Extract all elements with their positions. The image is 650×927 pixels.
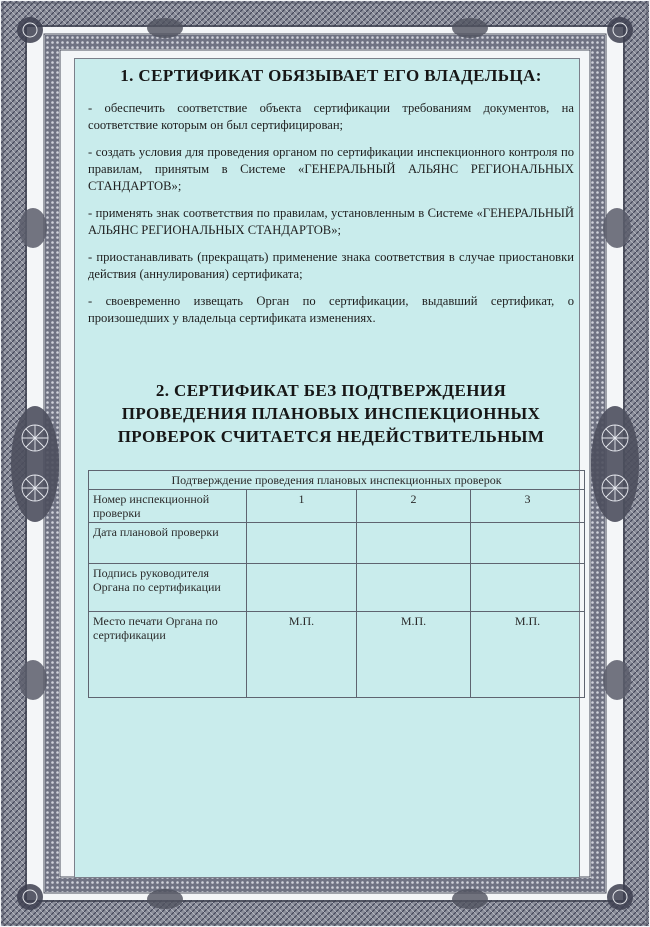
obligation-item: - создать условия для проведения органом по сертификации инспекционного контроля по правилам, принятым в Системе «ГЕНЕРАЛЬНЫЙ АЛЬЯНС РЕГИОНАЛЬНЫХ СТАНДАРТОВ»;: [88, 145, 574, 193]
content-area: [88, 66, 574, 448]
obligation-item: - приостанавливать (прекращать) применение знака соответствия в случае приостановки действия (аннулирования) сертификата;: [88, 250, 574, 281]
table-row: [89, 490, 585, 523]
table-cell: [357, 564, 471, 612]
section1-title: 1. СЕРТИФИКАТ ОБЯЗЫВАЕТ ЕГО ВЛАДЕЛЬЦА:: [120, 66, 542, 85]
table-cell: 3: [471, 490, 585, 523]
table-cell: 2: [357, 490, 471, 523]
table-row: [89, 523, 585, 564]
table-caption-row: [89, 471, 585, 490]
table-cell: [247, 523, 357, 564]
row-label: Дата плановой проверки: [89, 523, 247, 564]
table-cell: 1: [247, 490, 357, 523]
table-caption: Подтверждение проведения плановых инспекционных проверок: [89, 471, 585, 490]
section2-title-line: ПРОВЕРОК СЧИТАЕТСЯ НЕДЕЙСТВИТЕЛЬНЫМ: [117, 427, 545, 446]
table-cell: [471, 564, 585, 612]
table-row: [89, 612, 585, 698]
stamp-place: М.П.: [247, 612, 357, 698]
table-cell: [247, 564, 357, 612]
section2-title-line: 2. СЕРТИФИКАТ БЕЗ ПОДТВЕРЖДЕНИЯ: [155, 381, 507, 400]
stamp-place: М.П.: [471, 612, 585, 698]
inspection-table: [88, 470, 585, 698]
row-label: Подпись руководителя Органа по сертификации: [89, 564, 247, 612]
section2-title-line: ПРОВЕДЕНИЯ ПЛАНОВЫХ ИНСПЕКЦИОННЫХ: [121, 404, 541, 423]
obligation-item: - своевременно извещать Орган по сертификации, выдавший сертификат, о произошедших у владельца сертификата изменениях.: [88, 294, 574, 325]
table-row: [89, 564, 585, 612]
section2-title: [88, 379, 574, 448]
row-label: Номер инспекционной проверки: [89, 490, 247, 523]
table-cell: [357, 523, 471, 564]
stamp-place: М.П.: [357, 612, 471, 698]
obligation-item: - применять знак соответствия по правилам, установленным в Системе «ГЕНЕРАЛЬНЫЙ АЛЬЯНС РЕГИОНАЛЬНЫХ СТАНДАРТОВ»;: [88, 206, 574, 237]
row-label: Место печати Органа по сертификации: [89, 612, 247, 698]
table-cell: [471, 523, 585, 564]
obligations-list: [88, 100, 574, 327]
obligation-item: - обеспечить соответствие объекта сертификации требованиям документов, на соответствие которым он был сертифицирован;: [88, 101, 574, 132]
